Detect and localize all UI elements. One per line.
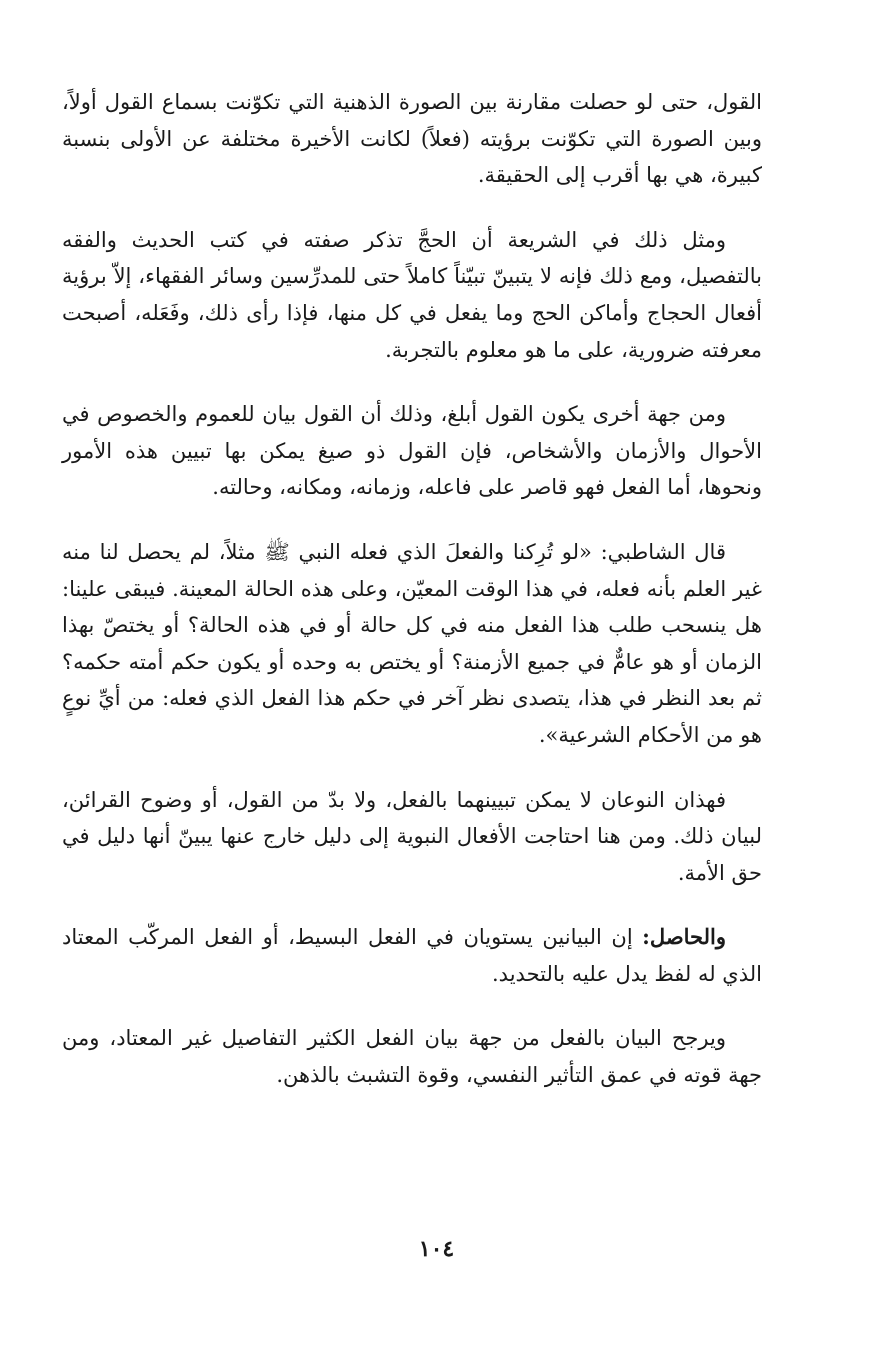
paragraph-3-text: ومن جهة أخرى يكون القول أبلغ، وذلك أن القول بيان للعموم والخصوص في الأحوال والأزمان والأشخاص، فإن القول ذو صيغ يمكن بها تبيين هذه الأمور ونحوها، أما الفعل فهو قاصر على فاعله، وزمانه، ومكانه، وحالته. bbox=[62, 402, 762, 500]
paragraph-6-lead: والحاصل: bbox=[642, 924, 726, 950]
page-number: ١٠٤ bbox=[418, 1236, 455, 1262]
paragraph-5 bbox=[62, 782, 762, 892]
paragraph-7-text: ويرجح البيان بالفعل من جهة بيان الفعل الكثير التفاصيل غير المعتاد، ومن جهة قوته في عمق التأثير النفسي، وقوة التشبث بالذهن. bbox=[62, 1026, 762, 1088]
paragraph-1-text: القول، حتى لو حصلت مقارنة بين الصورة الذهنية التي تكوّنت بسماع القول أولاً، وبين الصورة التي تكوّنت برؤيته (فعلاً) لكانت الأخيرة مختلفة عن الأولى بنسبة كبيرة، هي بها أقرب إلى الحقيقة. bbox=[62, 90, 762, 188]
paragraph-6-text: إن البيانين يستويان في الفعل البسيط، أو الفعل المركّب المعتاد الذي له لفظ يدل عليه بالتحديد. bbox=[62, 925, 762, 986]
page-body bbox=[62, 84, 762, 1122]
paragraph-6 bbox=[62, 919, 762, 992]
paragraph-3 bbox=[62, 396, 762, 506]
paragraph-7 bbox=[62, 1020, 762, 1093]
paragraph-4-quote bbox=[62, 534, 762, 754]
paragraph-4-text: قال الشاطبي: «لو تُرِكنا والفعلَ الذي فعله النبي ﷺ مثلاً، لم يحصل لنا منه غير العلم بأنه فعله، في هذا الوقت المعيّن، وعلى هذه الحالة المعينة. فيبقى علينا: هل ينسحب طلب هذا الفعل منه في كل حالة أو في هذه الحالة؟ أو يختصّ بهذا الزمان أو هو عامٌّ في جميع الأزمنة؟ أو يختص به وحده أو يكون حكم أمته حكمه؟ ثم بعد النظر في هذا، يتصدى نظر آخر في حكم هذا الفعل الذي فعله: من أيِّ نوعٍ هو من الأحكام الشرعية». bbox=[62, 539, 762, 747]
paragraph-1 bbox=[62, 84, 762, 194]
paragraph-2-text: ومثل ذلك في الشريعة أن الحجَّ تذكر صفته في كتب الحديث والفقه بالتفصيل، ومع ذلك فإنه لا يتبينّ تبيّناً كاملاً حتى للمدرِّسين وسائر الفقهاء، إلاّ برؤية أفعال الحجاج وأماكن الحج وما يفعل في كل منها، فإذا رأى ذلك، وفَعَله، أصبحت معرفته ضرورية، على ما هو معلوم بالتجربة. bbox=[62, 227, 762, 362]
paragraph-5-text: فهذان النوعان لا يمكن تبيينهما بالفعل، ولا بدّ من القول، أو وضوح القرائن، لبيان ذلك. ومن هنا احتاجت الأفعال النبوية إلى دليل خارج عنها يبينّ أنها دليل في حق الأمة. bbox=[62, 787, 762, 885]
paragraph-2 bbox=[62, 222, 762, 368]
